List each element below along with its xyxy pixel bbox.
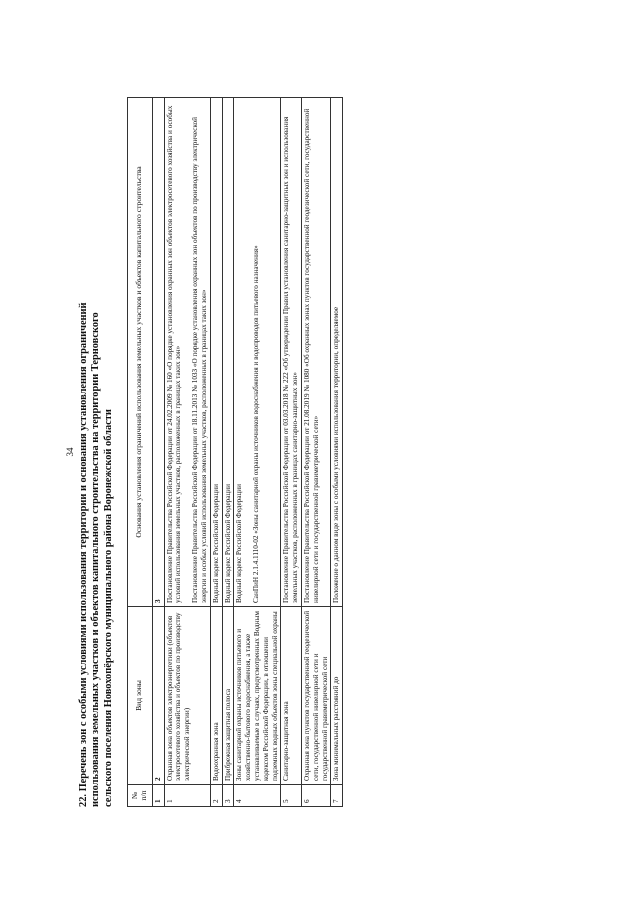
title-line: сельского поселения Новохопёрского муниципального района Воронежской области [102,409,114,807]
table-row [301,98,330,807]
basis-text: Постановление Правительства Российской Федерации от 21.08.2019 № 1080 «Об охранных зонах пунктов государственной геодезической сети, государственной нивелирной сети и государственной гравиметрической сети» [302,108,320,603]
basis-text: Постановление Правительства Российской Федерации от 18.11.2013 № 1033 «О порядке установления охранных зон объектов по производству электрической энергии и особых условий использования земельных участков, расположенных в границах таких зон» [191,117,208,603]
zones-table [127,97,343,807]
zone-type: Зоны санитарной охраны источников питьевого и хозяйственно-бытового водоснабжения, а также устанавливаемые в случаях, предусмотренных Водным кодексом Российской Федерации, в отношении подземных водных объектов зоны специальной охраны [234,607,281,785]
basis-cell [164,98,210,607]
row-number: 4 [234,785,281,807]
zone-type: Охранная зона пунктов государственной геодезической сети, государственной нивелирной сети и государственной гравиметрической сети [301,607,330,785]
column-number: 2 [152,607,164,785]
basis-cell [234,98,281,607]
basis-text: Водный кодекс Российской Федерации [211,484,220,603]
header-number: № п/п [128,785,153,807]
table-row [331,98,343,807]
table-row [234,98,281,807]
title-line: 22. Перечень зон с особыми условиями использования территории и основания установления ограничений [78,302,89,807]
zone-type: Водоохранная зона [210,607,222,785]
rotated-document-page [65,87,575,817]
zone-type: Охранная зона объектов электроэнергетики (объектов электросетевого хозяйства и объектов по производству электрической энергии) [164,607,210,785]
zone-type: Санитарно-защитная зона [281,607,302,785]
basis-cell [281,98,302,607]
document-title [78,97,115,807]
basis-cell [210,98,222,607]
row-number: 1 [164,785,210,807]
header-basis: Основания установления ограничений использования земельных участков и объектов капитального строительства [128,98,153,607]
row-number: 7 [331,785,343,807]
zone-type: Прибрежная защитная полоса [222,607,234,785]
table-row [222,98,234,807]
table-header-row [128,98,153,807]
page-number: 34 [65,447,75,457]
basis-cell [301,98,330,607]
basis-cell [222,98,234,607]
basis-text: Постановление Правительства Российской Федерации от 24.02.2009 № 160 «О порядке установления охранных зон объектов электросетевого хозяйства и особых условий использования земельных участков, расположенных в границах таких зон» [165,105,183,603]
column-number: 3 [152,98,164,607]
row-number: 3 [222,785,234,807]
row-number: 5 [281,785,302,807]
basis-text: Водный кодекс Российской Федерации [235,484,244,603]
column-numbers-row [152,98,164,807]
column-number: 1 [152,785,164,807]
row-number: 6 [301,785,330,807]
basis-text: Постановление Правительства Российской Федерации от 03.03.2018 № 222 «Об утверждении Правил установления санитарно-защитных зон и использования земельных участков, расположенных в границах санитарно-защитных зон» [282,116,300,603]
basis-text: Водный кодекс Российской Федерации [223,484,232,603]
basis-text: Положение о данном виде зоны с особыми условиями использования территории, определяемое [332,306,341,603]
table-row [281,98,302,807]
title-line: использования земельных участков и объектов капитального строительства на территории Терновского [90,312,102,807]
row-number: 2 [210,785,222,807]
header-zone-type: Вид зоны [128,607,153,785]
zone-type: Зона минимальных расстояний до [331,607,343,785]
table-row [210,98,222,807]
basis-text: СанПиН 2.1.4.1110-02 «Зоны санитарной охраны источников водоснабжения и водопроводов питьевого назначения» [252,245,261,603]
basis-cell [331,98,343,607]
table-row [164,98,210,807]
